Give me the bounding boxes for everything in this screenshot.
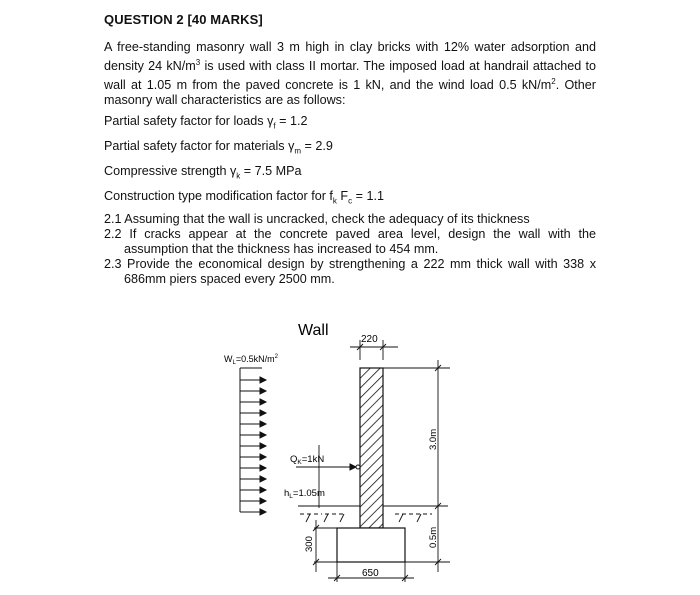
- wind-load-arrows: [240, 368, 266, 515]
- partial-safety-materials: Partial safety factor for materials $\gamma_m = 2.9$: [104, 139, 333, 156]
- question-title: QUESTION 2 [40 MARKS]: [104, 12, 263, 27]
- task-2-2: 2.2 If cracks appear at the concrete paved area level, design the wall with the assumption that the thickness has increased to 454 mm.: [104, 227, 596, 256]
- partial-safety-loads: Partial safety factor for loads $\gamma_f = 1.2$: [104, 114, 308, 131]
- construction-factor: Construction type modification factor for $f_k$ $F_c = 1.1$: [104, 189, 384, 206]
- figure-title: Wall: [298, 322, 329, 339]
- wall-diagram: [210, 310, 470, 590]
- task-2-1: 2.1 Assuming that the wall is uncracked, check the adequacy of its thickness: [104, 212, 530, 226]
- depth-label: 0.5m: [428, 526, 439, 548]
- handrail-height-label: $h_L=1.05m$: [284, 488, 325, 500]
- question-intro: A free-standing masonry wall 3 m high in clay bricks with 12% water adsorption and density 24 $kN/m^3$ is used with class II mortar. The imposed load at handrail attached to wall at 1.05 m from the paved concrete is 1 kN, and the wind load 0.5 $kN/m^2$. Other masonry wall characteristics are as follows:: [104, 40, 596, 108]
- compressive-strength: Compressive strength $\gamma_k = 7.5$ MPa: [104, 164, 302, 181]
- wind-load-label: $W_L=0.5kN/m^2$: [224, 354, 278, 366]
- height-label: 3.0m: [428, 428, 439, 450]
- task-list: [104, 212, 596, 287]
- footing-width-label: 650: [362, 568, 379, 579]
- footing: [337, 528, 405, 562]
- thickness-label: 220: [361, 334, 378, 345]
- footing-thickness-label: 300: [304, 536, 315, 552]
- task-2-3: 2.3 Provide the economical design by strengthening a 222 mm thick wall with 338 x 686mm piers spaced every 2500 mm.: [104, 257, 596, 286]
- wall-body: [360, 368, 383, 528]
- footing-thickness-dimension: [313, 520, 337, 572]
- imposed-load-label: $Q_K=1kN$: [290, 454, 325, 466]
